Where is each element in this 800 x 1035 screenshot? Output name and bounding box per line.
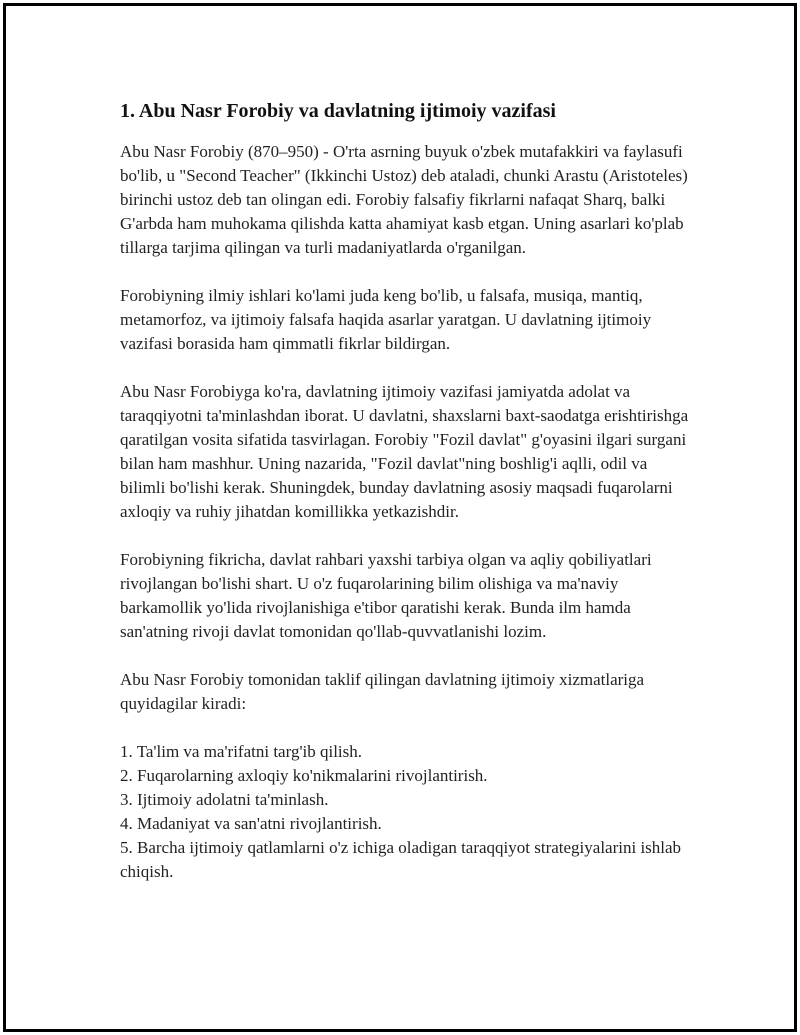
list-item: 2. Fuqarolarning axloqiy ko'nikmalarini rivojlantirish.	[120, 766, 488, 785]
list-item: 3. Ijtimoiy adolatni ta'minlash.	[120, 790, 329, 809]
paragraph-social-function: Abu Nasr Forobiyga ko'ra, davlatning ijtimoiy vazifasi jamiyatda adolat va taraqqiyotni ta'minlashdan iborat. U davlatni, shaxslarni baxt-saodatga erishtirishga qaratilgan vosita sifatida tasvirlagan. Forobiy "Fozil davlat" g'oyasini ilgari surgani bilan ham mashhur. Uning nazarida, "Fozil davlat"ning boshlig'i aqlli, odil va bilimli bo'lishi kerak. Shuningdek, bunday davlatning asosiy maqsadi fuqarolarni axloqiy va ruhiy jihatdan komillikka yetkazishdir.	[120, 382, 689, 521]
paragraph-list-intro: Abu Nasr Forobiy tomonidan taklif qilingan davlatning ijtimoiy xizmatlariga quyidagilar kiradi:	[120, 670, 645, 713]
paragraph-scientific-works: Forobiyning ilmiy ishlari ko'lami juda keng bo'lib, u falsafa, musiqa, mantiq, metamorfoz, va ijtimoiy falsafa haqida asarlar yaratgan. U davlatning ijtimoiy vazifasi borasida ham qimmatli fikrlar bildirgan.	[120, 286, 652, 353]
paragraph-leader-qualities: Forobiyning fikricha, davlat rahbari yaxshi tarbiya olgan va aqliy qobiliyatlari rivojlangan bo'lishi shart. U o'z fuqarolarining bilim olishiga va ma'naviy barkamollik yo'lida rivojlanishiga e'tibor qaratishi kerak. Bunda ilm hamda san'atning rivoji davlat tomonidan qo'llab-quvvatlanishi lozim.	[120, 550, 652, 641]
document-body	[120, 98, 690, 884]
list-item: 5. Barcha ijtimoiy qatlamlarni o'z ichiga oladigan taraqqiyot strategiyalarini ishlab chiqish.	[120, 838, 682, 881]
list-item: 4. Madaniyat va san'atni rivojlantirish.	[120, 814, 382, 833]
page-border	[3, 3, 797, 1032]
document-title: 1. Abu Nasr Forobiy va davlatning ijtimoiy vazifasi	[120, 100, 556, 122]
list-item: 1. Ta'lim va ma'rifatni targ'ib qilish.	[120, 742, 363, 761]
social-services-list	[120, 740, 690, 884]
paragraph-intro: Abu Nasr Forobiy (870–950) - O'rta asrning buyuk o'zbek mutafakkiri va faylasufi bo'lib, u "Second Teacher" (Ikkinchi Ustoz) deb ataladi, chunki Arastu (Aristoteles) birinchi ustoz deb tan olingan edi. Forobiy falsafiy fikrlarni nafaqat Sharq, balki G'arbda ham muhokama qilishda katta ahamiyat kasb etgan. Uning asarlari ko'plab tillarga tarjima qilingan va turli madaniyatlarda o'rganilgan.	[120, 142, 688, 257]
